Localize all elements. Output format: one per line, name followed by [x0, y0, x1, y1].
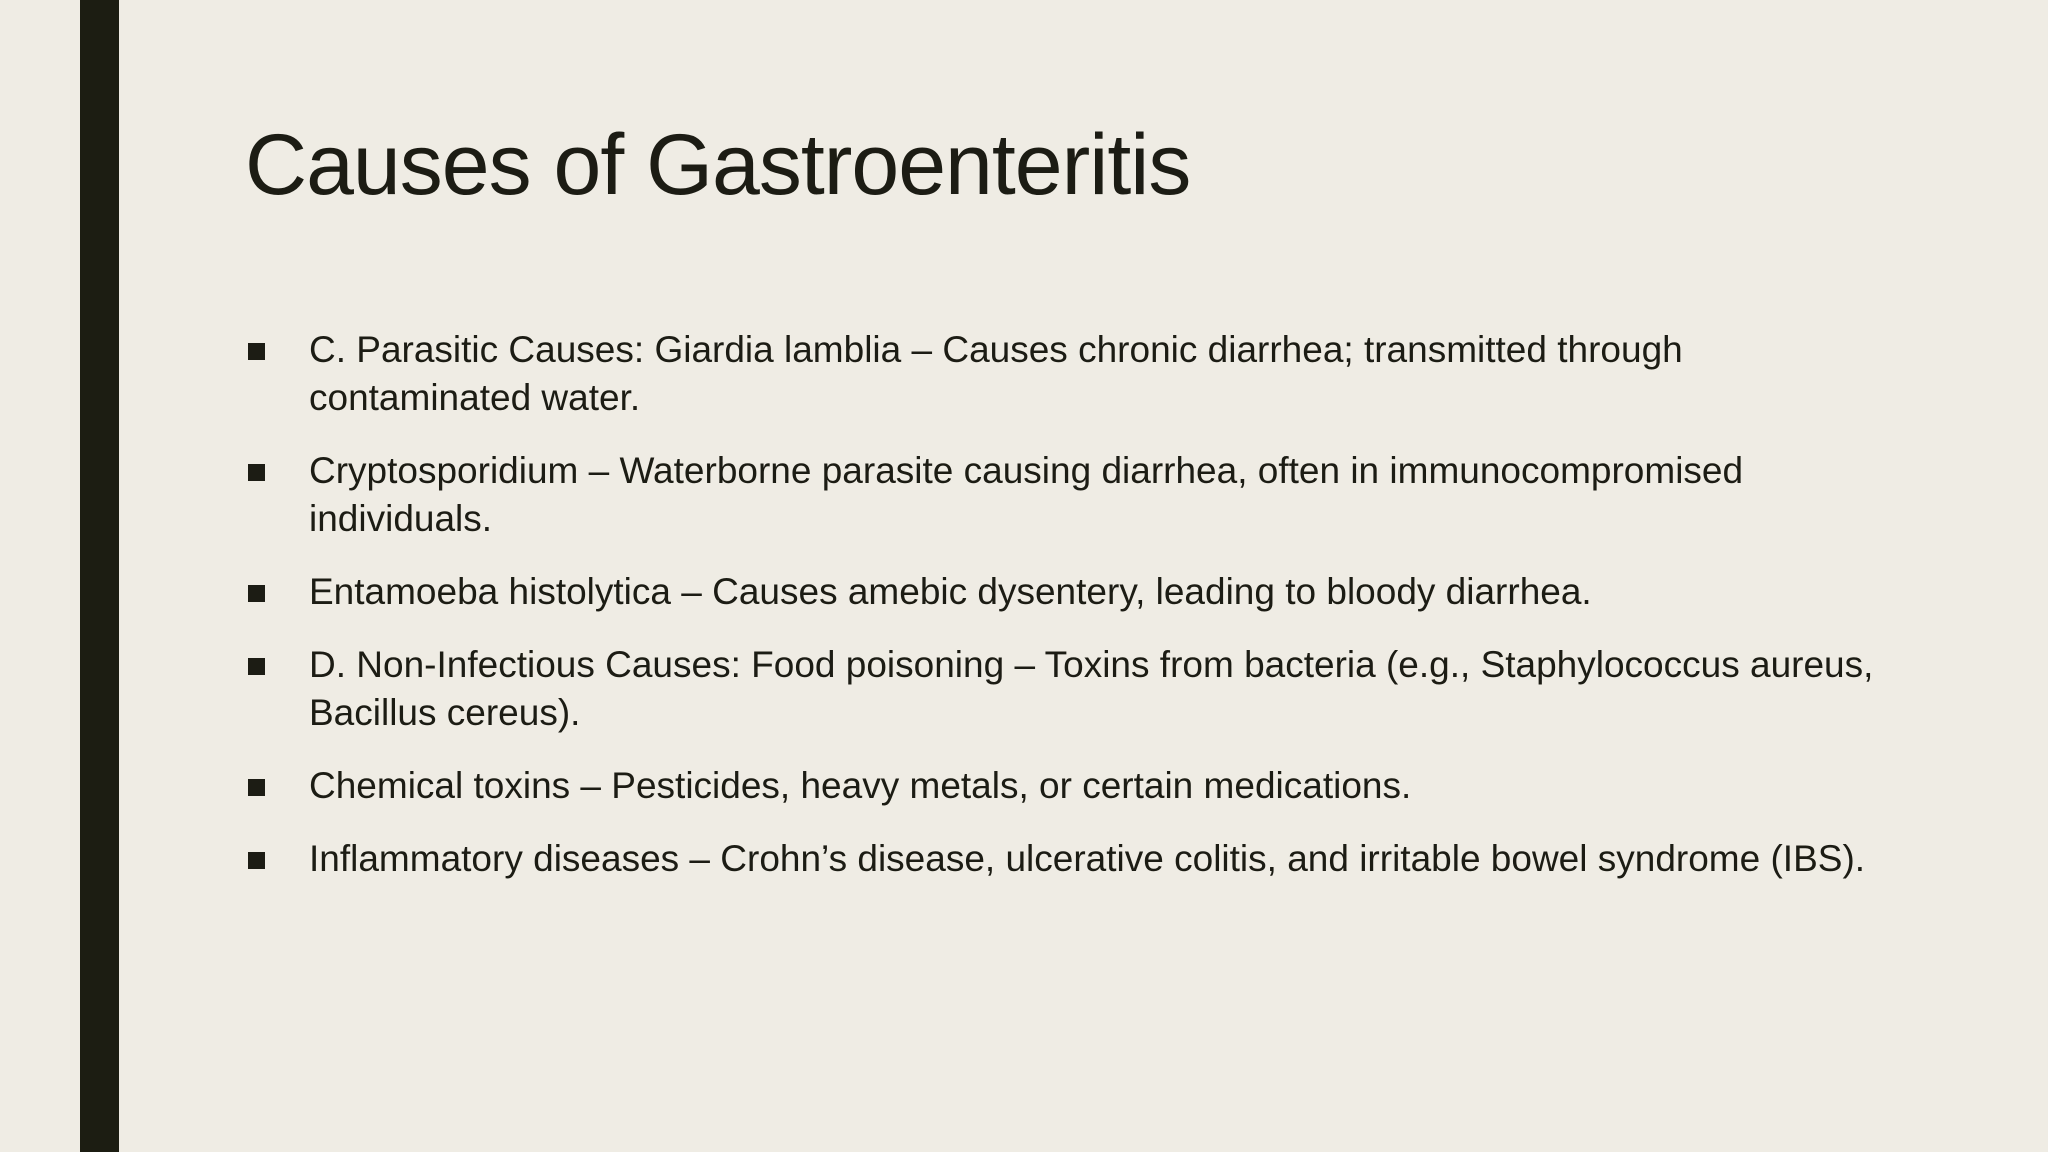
bullet-text: C. Parasitic Causes: Giardia lamblia – Causes chronic diarrhea; transmitted through contaminated water. — [309, 329, 1683, 418]
bullet-item — [245, 447, 1875, 543]
bullet-text: Entamoeba histolytica – Causes amebic dysentery, leading to bloody diarrhea. — [309, 571, 1592, 612]
square-bullet-icon — [248, 658, 265, 675]
bullet-item — [245, 326, 1875, 422]
bullet-item — [245, 568, 1875, 616]
bullet-item — [245, 835, 1875, 883]
slide-title: Causes of Gastroenteritis — [245, 117, 1191, 213]
square-bullet-icon — [248, 585, 265, 602]
bullet-text: Inflammatory diseases – Crohn’s disease, ulcerative colitis, and irritable bowel syndrome (IBS). — [309, 838, 1866, 879]
bullet-text: Cryptosporidium – Waterborne parasite causing diarrhea, often in immunocompromised individuals. — [309, 450, 1744, 539]
square-bullet-icon — [248, 464, 265, 481]
accent-bar — [80, 0, 119, 1152]
square-bullet-icon — [248, 343, 265, 360]
square-bullet-icon — [248, 852, 265, 869]
bullet-item — [245, 641, 1875, 737]
bullet-list — [245, 326, 1875, 908]
bullet-text: Chemical toxins – Pesticides, heavy metals, or certain medications. — [309, 765, 1412, 806]
bullet-item — [245, 762, 1875, 810]
bullet-text: D. Non-Infectious Causes: Food poisoning – Toxins from bacteria (e.g., Staphylococcus aureus, Bacillus cereus). — [309, 644, 1874, 733]
square-bullet-icon — [248, 779, 265, 796]
